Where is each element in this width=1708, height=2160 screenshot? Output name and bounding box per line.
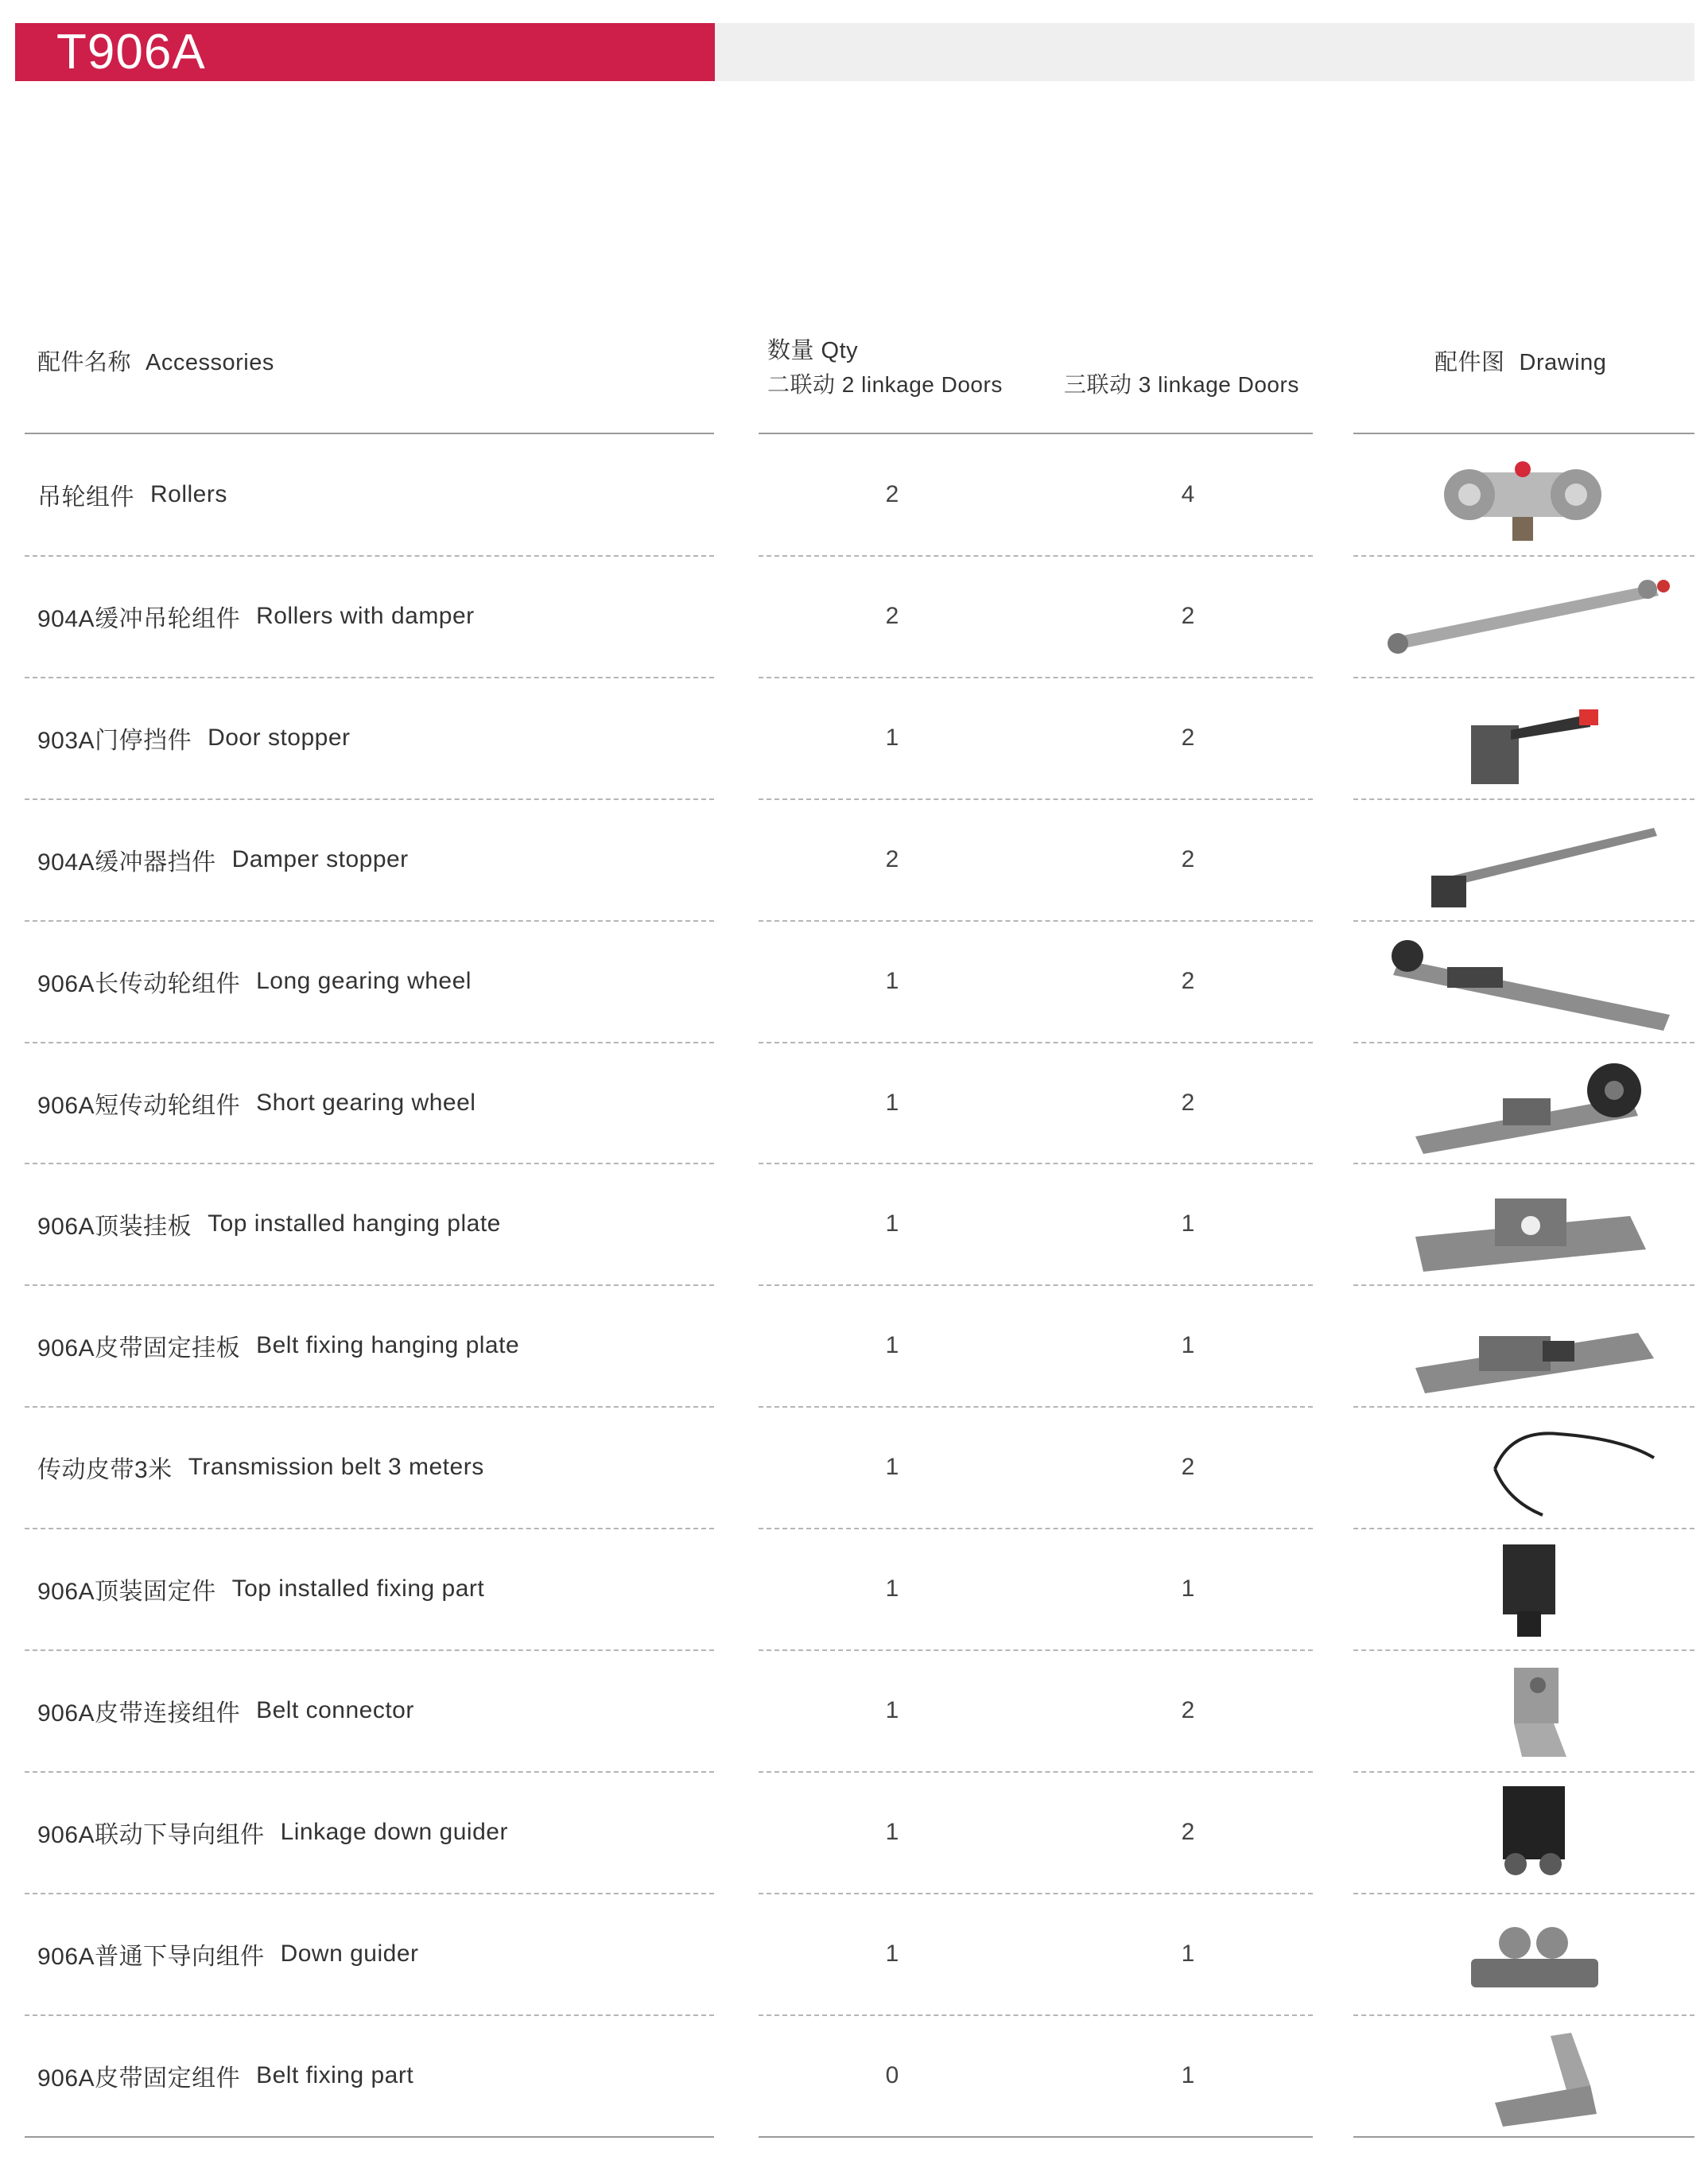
door-stopper-icon (1352, 684, 1694, 792)
qty-three-linkage: 2 (1181, 1697, 1195, 1723)
table-row (0, 1529, 1708, 1649)
table-row (0, 678, 1708, 798)
table-row (0, 1894, 1708, 2014)
short-gearing-wheel-icon (1352, 1049, 1694, 1157)
qty-three-linkage: 1 (1181, 1940, 1195, 1967)
qty-two-linkage: 0 (885, 2061, 899, 2088)
belt-icon (1352, 1413, 1694, 1521)
table-row (0, 1772, 1708, 1893)
qty-three-linkage: 2 (1181, 1818, 1195, 1845)
rollers-icon (1352, 441, 1694, 549)
qty-two-linkage: 1 (885, 1089, 899, 1116)
header-accessories (37, 344, 274, 377)
header-qty-three: 三联动 3 linkage Doors (1064, 372, 1299, 397)
accessory-name-cn: 吊轮组件 (37, 484, 134, 511)
page-title: T906A (15, 23, 715, 81)
qty-three-linkage: 1 (1181, 1575, 1195, 1603)
accessory-name-cn: 906A皮带连接组件 (37, 1700, 241, 1727)
qty-three-linkage: 2 (1181, 724, 1195, 751)
qty-two-linkage: 2 (885, 602, 899, 629)
qty-three-linkage: 2 (1181, 967, 1195, 994)
roller-damper-icon (1352, 562, 1694, 670)
accessory-name (37, 2015, 413, 2136)
table-row (0, 1285, 1708, 1406)
accessory-name-cn: 906A普通下导向组件 (37, 1943, 265, 1970)
table-row (0, 1407, 1708, 1528)
title-banner-fill (715, 23, 1694, 81)
qty-three-linkage: 2 (1181, 1454, 1195, 1481)
accessory-name-en: Belt connector (256, 1697, 414, 1723)
table-row (0, 2015, 1708, 2136)
linkage-guider-icon (1352, 1778, 1694, 1886)
accessory-name-en: Short gearing wheel (256, 1089, 476, 1116)
qty-two-linkage: 1 (885, 1332, 899, 1359)
qty-two-linkage: 1 (885, 1575, 899, 1603)
header-drawing-cn: 配件图 (1434, 350, 1505, 375)
qty-two-linkage: 1 (885, 1210, 899, 1237)
qty-three-linkage: 1 (1181, 1332, 1195, 1359)
accessory-name (37, 1285, 519, 1406)
accessory-name-cn: 906A皮带固定组件 (37, 2065, 241, 2092)
accessory-name-en: Belt fixing part (256, 2061, 414, 2088)
qty-two-linkage: 1 (885, 967, 899, 994)
accessory-name (37, 1164, 501, 1284)
accessory-name-en: Long gearing wheel (256, 967, 472, 994)
footer-rule-accessories (25, 2136, 714, 2138)
accessory-name-cn: 906A皮带固定挂板 (37, 1335, 241, 1362)
accessory-name-cn: 904A缓冲吊轮组件 (37, 605, 241, 632)
down-guider-icon (1352, 1900, 1694, 2008)
accessory-name-cn: 904A缓冲器挡件 (37, 849, 216, 876)
accessory-name-en: Top installed fixing part (231, 1575, 485, 1603)
accessory-name-en: Belt fixing hanging plate (256, 1332, 520, 1359)
table-row (0, 1164, 1708, 1284)
hanging-plate-icon (1352, 1170, 1694, 1278)
accessory-name-cn: 906A顶装固定件 (37, 1579, 216, 1606)
table-row (0, 1650, 1708, 1771)
accessory-name (37, 434, 227, 555)
footer-rule-qty (759, 2136, 1313, 2138)
belt-connector-icon (1352, 1657, 1694, 1765)
accessory-name (37, 1894, 419, 2014)
qty-two-linkage: 1 (885, 1940, 899, 1967)
accessory-name (37, 1772, 508, 1893)
header-accessories-en: Accessories (146, 350, 274, 375)
accessory-name-cn: 906A短传动轮组件 (37, 1092, 241, 1119)
accessory-name (37, 1407, 484, 1528)
table-row (0, 921, 1708, 1042)
accessory-name (37, 1650, 414, 1771)
accessory-name-en: Down guider (280, 1940, 419, 1967)
accessory-name-en: Top installed hanging plate (208, 1210, 501, 1237)
accessory-name-en: Transmission belt 3 meters (188, 1454, 484, 1481)
belt-hanging-plate-icon (1352, 1292, 1694, 1400)
header-qty: 数量 Qty (767, 338, 859, 363)
table-row (0, 799, 1708, 920)
fixing-part-icon (1352, 1535, 1694, 1643)
qty-three-linkage: 1 (1181, 1210, 1195, 1237)
accessory-name-en: Door stopper (208, 724, 351, 751)
accessory-name-cn: 906A联动下导向组件 (37, 1821, 265, 1848)
table-row (0, 434, 1708, 555)
table-row (0, 1043, 1708, 1164)
accessory-name (37, 921, 472, 1042)
qty-two-linkage: 1 (885, 1454, 899, 1481)
accessory-name (37, 799, 409, 920)
qty-two-linkage: 1 (885, 1697, 899, 1723)
accessory-name (37, 556, 475, 677)
qty-three-linkage: 4 (1181, 481, 1195, 507)
header-qty-two: 二联动 2 linkage Doors (767, 372, 1003, 397)
qty-three-linkage: 2 (1181, 845, 1195, 872)
table-row (0, 556, 1708, 677)
accessory-name-en: Rollers with damper (256, 602, 475, 629)
accessory-name-cn: 906A顶装挂板 (37, 1214, 192, 1241)
qty-two-linkage: 2 (885, 481, 899, 507)
accessory-name-en: Rollers (150, 481, 227, 507)
accessory-name (37, 678, 351, 798)
long-gearing-wheel-icon (1352, 927, 1694, 1035)
qty-three-linkage: 2 (1181, 1089, 1195, 1116)
qty-three-linkage: 1 (1181, 2061, 1195, 2088)
accessory-name (37, 1043, 476, 1164)
qty-two-linkage: 1 (885, 1818, 899, 1845)
header-drawing-en: Drawing (1519, 350, 1607, 375)
qty-two-linkage: 1 (885, 724, 899, 751)
accessory-name-en: Damper stopper (231, 845, 409, 872)
damper-stopper-icon (1352, 806, 1694, 914)
header-accessories-cn: 配件名称 (37, 350, 132, 375)
qty-two-linkage: 2 (885, 845, 899, 872)
header-drawing (1434, 344, 1606, 377)
accessory-name-cn: 传动皮带3米 (37, 1457, 173, 1484)
accessory-name-en: Linkage down guider (280, 1818, 508, 1845)
accessory-name-cn: 903A门停挡件 (37, 727, 192, 754)
qty-three-linkage: 2 (1181, 602, 1195, 629)
accessory-name (37, 1529, 484, 1649)
belt-fixing-part-icon (1352, 2022, 1694, 2130)
footer-rule-drawing (1353, 2136, 1694, 2138)
accessory-name-cn: 906A长传动轮组件 (37, 970, 241, 997)
